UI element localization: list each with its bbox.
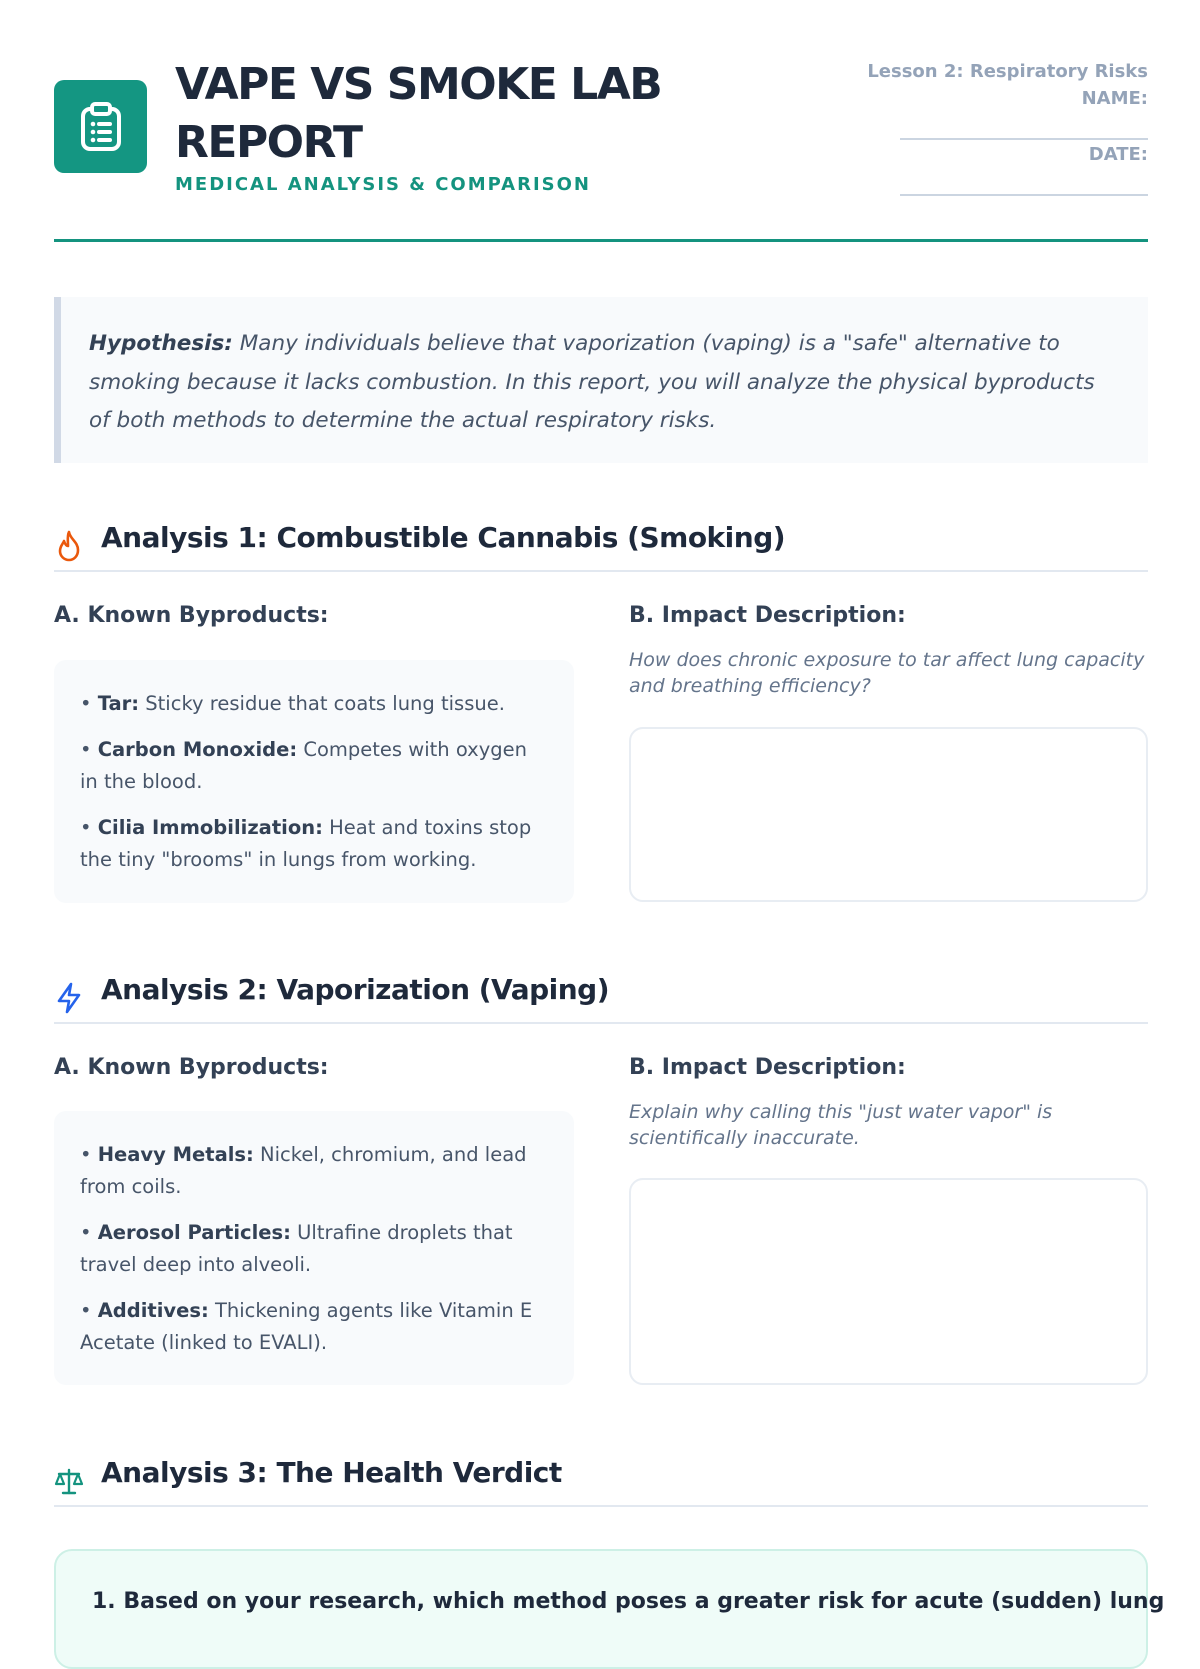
- flame-icon: [54, 529, 84, 563]
- analysis-2-answer-box[interactable]: [629, 1178, 1148, 1385]
- verdict-question: 1. Based on your research, which method poses a greater risk for acute (sudden) lung: [92, 1589, 1165, 1614]
- analysis-2-byproducts-list: [54, 1111, 574, 1385]
- list-item: • Tar: Sticky residue that coats lung tissue.: [80, 692, 505, 715]
- analysis-3-title: Analysis 3: The Health Verdict: [101, 1456, 562, 1489]
- analysis-3-heading: [54, 1452, 1148, 1507]
- analysis-1-impact-label: B. Impact Description:: [629, 603, 906, 628]
- analysis-1-byproducts-list: [54, 660, 574, 903]
- analysis-2-impact-label: B. Impact Description:: [629, 1055, 906, 1080]
- lesson-label: Lesson 2: Respiratory Risks: [867, 61, 1148, 82]
- hypothesis-callout: [54, 297, 1148, 463]
- byproduct-desc: Thickening agents like Vitamin E Acetate (linked to EVALI).: [80, 1299, 533, 1354]
- byproduct-desc: Competes with oxygen in the blood.: [80, 738, 527, 793]
- lightning-icon: [54, 981, 84, 1015]
- byproduct-desc: Sticky residue that coats lung tissue.: [139, 692, 505, 715]
- analysis-2-heading: [54, 969, 1148, 1024]
- byproduct-desc: Ultrafine droplets that travel deep into alveoli.: [80, 1221, 513, 1276]
- hypothesis-text: Many individuals believe that vaporization (vaping) is a "safe" alternative to smoking because it lacks combustion. In this report, you will analyze the physical byproducts of both methods to determine the actual respiratory risks.: [89, 331, 1095, 433]
- analysis-2-byproducts-label: A. Known Byproducts:: [54, 1055, 329, 1080]
- list-item: • Heavy Metals: Nickel, chromium, and lead from coils.: [80, 1143, 527, 1198]
- clipboard-list-icon: [54, 80, 147, 173]
- byproduct-term: Additives:: [97, 1299, 209, 1322]
- scale-icon: [54, 1464, 84, 1498]
- date-field[interactable]: [900, 168, 1148, 196]
- date-label: DATE:: [1088, 144, 1148, 165]
- byproduct-term: Heavy Metals:: [97, 1143, 254, 1166]
- analysis-1-byproducts-label: A. Known Byproducts:: [54, 603, 329, 628]
- page-title: VAPE VS SMOKE LAB REPORT: [175, 59, 662, 168]
- list-item: • Carbon Monoxide: Competes with oxygen in the blood.: [80, 738, 527, 793]
- page-subtitle: MEDICAL ANALYSIS & COMPARISON: [175, 174, 591, 195]
- analysis-1-title: Analysis 1: Combustible Cannabis (Smoking): [101, 521, 786, 554]
- name-field[interactable]: [900, 112, 1148, 140]
- report-meta: [848, 58, 1148, 198]
- list-item: • Cilia Immobilization: Heat and toxins stop the tiny "brooms" in lungs from working.: [80, 816, 532, 871]
- byproduct-term: Aerosol Particles:: [97, 1221, 291, 1244]
- analysis-2-prompt: Explain why calling this "just water vapor" is scientifically inaccurate.: [629, 1101, 1053, 1149]
- verdict-box: [54, 1549, 1165, 1669]
- byproduct-desc: Heat and toxins stop the tiny "brooms" in lungs from working.: [80, 816, 532, 871]
- list-item: • Additives: Thickening agents like Vitamin E Acetate (linked to EVALI).: [80, 1299, 533, 1354]
- name-label: NAME:: [1081, 88, 1148, 109]
- report-header: [54, 56, 1148, 242]
- byproduct-term: Tar:: [97, 692, 140, 715]
- analysis-1-prompt: How does chronic exposure to tar affect lung capacity and breathing efficiency?: [629, 649, 1145, 697]
- analysis-1-answer-box[interactable]: [629, 727, 1148, 902]
- analysis-2-title: Analysis 2: Vaporization (Vaping): [101, 973, 610, 1006]
- byproduct-term: Cilia Immobilization:: [97, 816, 323, 839]
- list-item: • Aerosol Particles: Ultrafine droplets that travel deep into alveoli.: [80, 1221, 513, 1276]
- byproduct-desc: Nickel, chromium, and lead from coils.: [80, 1143, 527, 1198]
- byproduct-term: Carbon Monoxide:: [97, 738, 298, 761]
- analysis-1-heading: [54, 517, 1148, 572]
- hypothesis-label: Hypothesis:: [89, 331, 233, 356]
